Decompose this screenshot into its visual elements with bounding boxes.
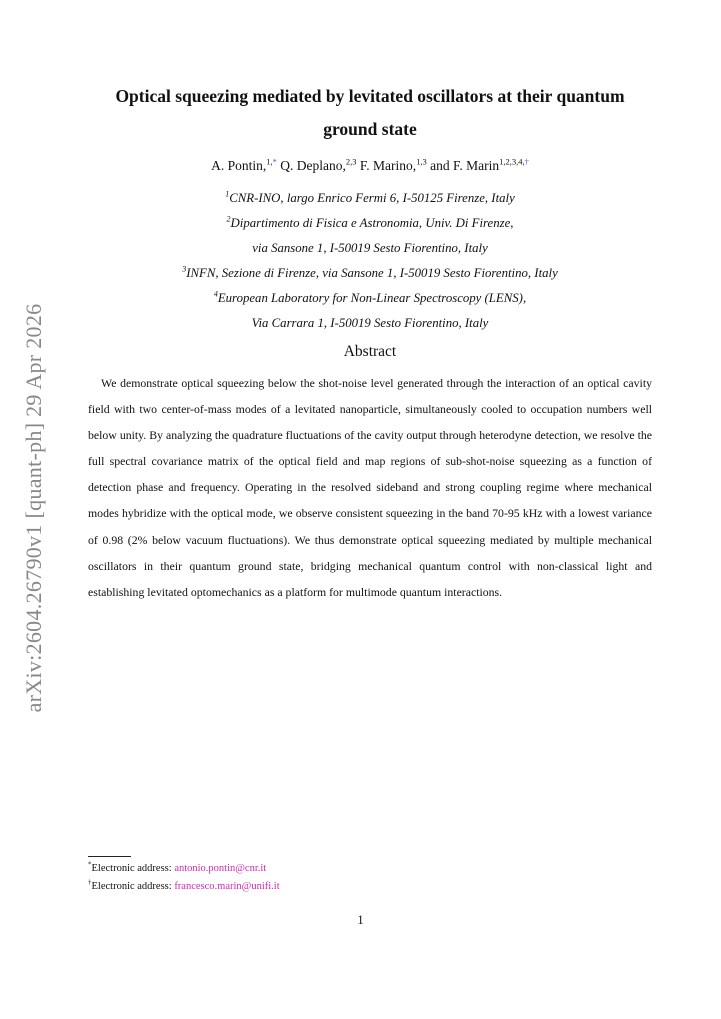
footnote [88, 860, 280, 878]
footnote-divider [88, 856, 131, 857]
affiliation-number: 4 [213, 289, 218, 299]
author: F. Marino, [359, 158, 417, 173]
affiliation-number: 1 [225, 189, 230, 199]
author-affiliation-marks: 1,3 [416, 156, 427, 167]
affiliation-text: CNR-INO, largo Enrico Fermi 6, I-50125 Firenze, Italy [229, 191, 515, 205]
affiliation-line [95, 186, 645, 211]
footnote-mark: * [88, 860, 92, 869]
author-affiliation-marks: 1, [266, 156, 273, 167]
affiliation-line [95, 236, 645, 261]
affiliation-text: Via Carrara 1, I-50019 Sesto Fiorentino, Italy [251, 316, 489, 330]
affiliation-text: INFN, Sezione di Firenze, via Sansone 1, I-50019 Sesto Fiorentino, Italy [186, 266, 558, 280]
affiliation-text: European Laboratory for Non-Linear Spectroscopy (LENS), [217, 291, 527, 305]
affiliation-number: 2 [226, 214, 231, 224]
footnote-mark: † [88, 878, 92, 887]
affiliation-text: Dipartimento di Fisica e Astronomia, Univ. Di Firenze, [230, 216, 514, 230]
affiliation-list [95, 186, 645, 336]
affiliation-number: 3 [182, 264, 187, 274]
abstract-heading: Abstract [343, 343, 397, 360]
footnote [88, 878, 280, 896]
footnote-label: Electronic address: [91, 881, 175, 892]
author: F. Marin [453, 158, 500, 173]
author-affiliation-marks: 1,2,3,4, [499, 156, 525, 167]
author-affiliation-marks: 2,3 [345, 156, 357, 167]
affiliation-line [95, 311, 645, 336]
abstract-text: We demonstrate optical squeezing below the shot-noise level generated through the interaction of an optical cavity field with two center-of-mass modes of a levitated nanoparticle, simultaneously cooled to occupation numbers well below unity. By analyzing the quadrature fluctuations of the cavity output through heterodyne detection, we resolve the full spectral covariance matrix of the optical field and map regions of sub-shot-noise squeezing as a function of detection phase and frequency. Operating in the resolved sideband and strong coupling regime where mechanical modes hybridize with the optical mode, we observe consistent squeezing in the band 70-95 kHz with a lowest variance of 0.98 (2% below vacuum fluctuations). We thus demonstrate optical squeezing mediated by multiple mechanical oscillators in their quantum ground state, bridging mechanical quantum control with non-classical light and establishing levitated optomechanics as a platform for multimode quantum interactions. [88, 376, 652, 599]
author-footnote-mark[interactable]: * [272, 156, 277, 167]
footnotes [88, 860, 280, 896]
affiliation-line [95, 286, 645, 311]
author-separator: and [426, 158, 453, 173]
affiliation-line [95, 261, 645, 286]
page-number: 1 [357, 913, 364, 927]
author: Q. Deplano, [280, 158, 346, 173]
footnote-label: Electronic address: [91, 863, 175, 874]
affiliation-text: via Sansone 1, I-50019 Sesto Fiorentino, Italy [252, 241, 488, 255]
author-list [95, 158, 645, 174]
author: A. Pontin, [211, 158, 267, 173]
email-link[interactable]: francesco.marin@unifi.it [174, 881, 280, 892]
arxiv-identifier: arXiv:2604.26790v1 [quant-ph] 29 Apr 2026 [21, 303, 46, 713]
email-link[interactable]: antonio.pontin@cnr.it [174, 863, 267, 874]
affiliation-line [95, 211, 645, 236]
paper-title: Optical squeezing mediated by levitated oscillators at their quantum ground state [115, 86, 625, 139]
author-footnote-mark[interactable]: † [524, 156, 529, 167]
